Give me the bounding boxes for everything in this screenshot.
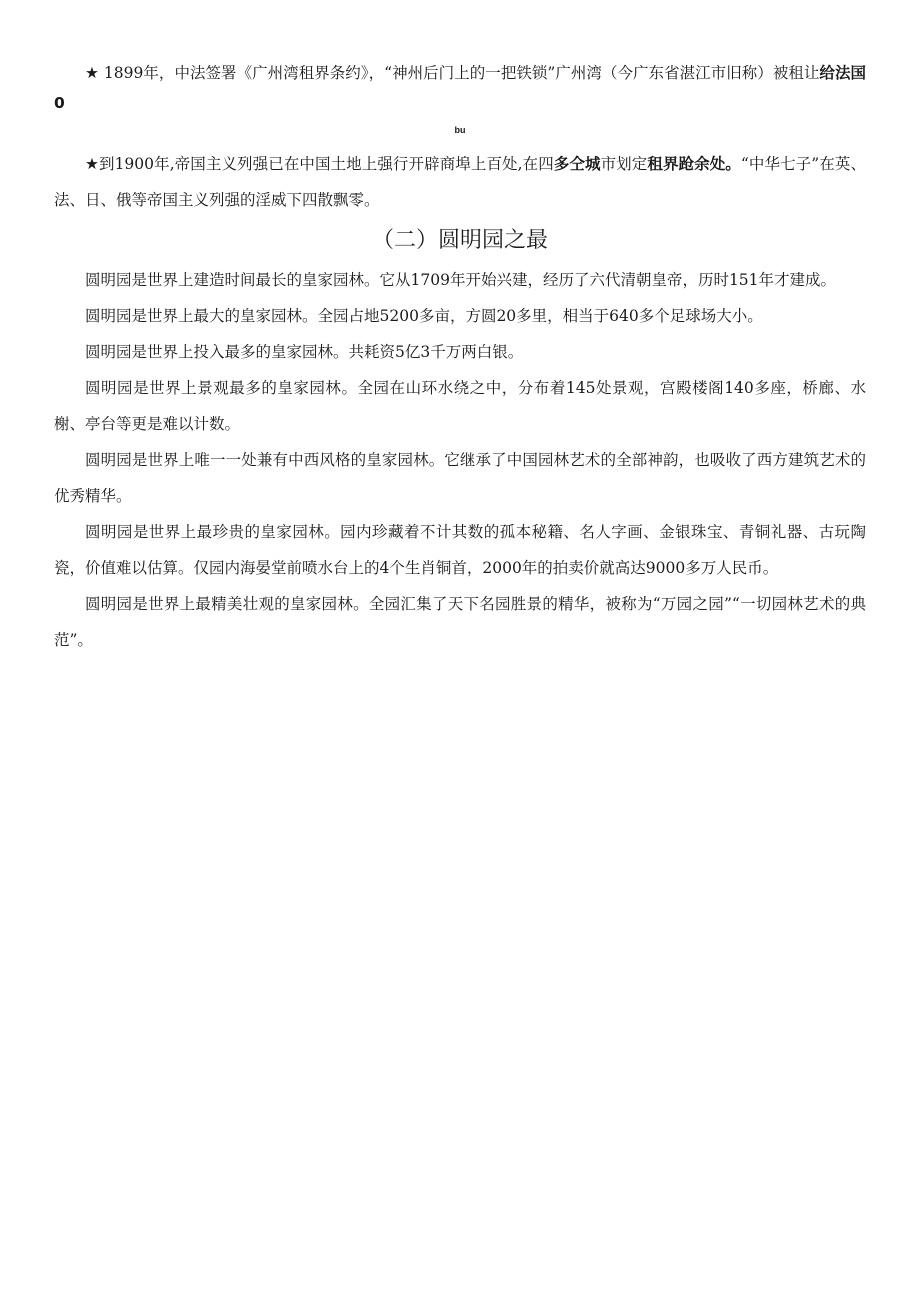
bold-text: 多仝城 xyxy=(553,155,601,173)
paragraph-text: “中华七子”在英、法、日、俄等帝国主义列强的淫威下四散飘零。 xyxy=(54,155,866,209)
paragraph-most-investment: 圆明园是世界上投入最多的皇家园林。共耗资5亿3千万两白银。 xyxy=(85,343,524,361)
star-icon: ★ xyxy=(85,155,99,173)
bold-text: 租界跄余处。 xyxy=(647,155,741,173)
paragraph-most-scenery: 圆明园是世界上景观最多的皇家园林。全园在山环水绕之中，分布着145处景观，宫殿楼阁140多座，桥廊、水榭、亭台等更是难以计数。 xyxy=(54,379,866,433)
paragraph-concessions xyxy=(54,146,866,218)
document-page xyxy=(54,58,866,658)
paragraph-text: 市划定 xyxy=(600,155,648,173)
paragraph-longest: 圆明园是世界上建造时间最长的皇家园林。它从1709年开始兴建，经历了六代清朝皇帝，历时151年才建成。 xyxy=(85,271,837,289)
paragraph-east-west-style: 圆明园是世界上唯一一处兼有中西风格的皇家园林。它继承了中国园林艺术的全部神韵，也吸收了西方建筑艺术的优秀精华。 xyxy=(54,451,866,505)
paragraph-largest: 圆明园是世界上最大的皇家园林。全园占地5200多亩，方圆20多里，相当于640多个足球场大小。 xyxy=(85,307,763,325)
star-icon: ★ xyxy=(85,64,99,82)
section-heading: （二）圆明园之最 xyxy=(371,228,548,253)
paragraph-most-magnificent: 圆明园是世界上最精美壮观的皇家园林。全园汇集了天下名园胜景的精华，被称为“万园之园”“一切园林艺术的典范”。 xyxy=(54,595,866,649)
paragraph-text: 到1900年,帝国主义列强已在中国土地上强行开辟商埠上百处,在四 xyxy=(98,155,554,173)
bold-text: 给法国0 xyxy=(54,64,866,112)
stray-mark: bu xyxy=(454,125,466,135)
paragraph-guangzhouwan xyxy=(54,58,866,118)
paragraph-most-precious: 圆明园是世界上最珍贵的皇家园林。园内珍藏着不计其数的孤本秘籍、名人字画、金银珠宝、青铜礼器、古玩陶瓷，价值难以估算。仅园内海晏堂前喷水台上的4个生肖铜首，2000年的拍卖价就高达9000多万人民币。 xyxy=(54,523,866,577)
paragraph-text: 1899年，中法签署《广州湾租界条约》，“神州后门上的一把铁锁”广州湾（今广东省湛江市旧称）被租让 xyxy=(98,64,820,82)
